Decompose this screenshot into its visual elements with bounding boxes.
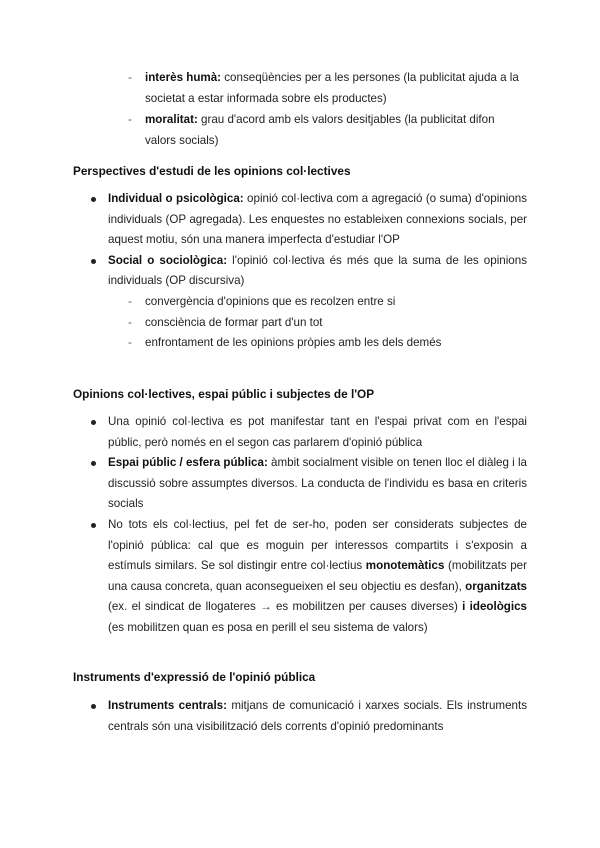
term-monotematics: monotemàtics: [365, 559, 445, 573]
dash-icon: -: [128, 315, 132, 329]
list-item: [90, 453, 527, 515]
term-ideologics: i ideològics: [462, 600, 527, 614]
bullet-icon: [91, 420, 96, 425]
continued-dash-list: [128, 68, 528, 151]
item-term: Social o sociològica:: [108, 253, 228, 267]
item-term: Espai públic / esfera pública:: [108, 456, 268, 470]
item-text: àmbit socialment visible on tenen lloc el diàleg i la discussió sobre assumptes diversos. La conducta de l'individu es basa en criteris socials: [108, 456, 527, 511]
section-heading: Instruments d'expressió de l'opinió pública: [73, 670, 316, 684]
sub-list-item: - consciència de formar part d'un tot: [128, 313, 527, 334]
item-text: l'opinió col·lectiva és més que la suma de les opinions individuals (OP discursiva): [108, 253, 527, 288]
list-item: [128, 110, 528, 151]
list-item: [128, 68, 528, 109]
dash-icon: -: [128, 294, 132, 308]
item-text: opinió col·lectiva com a agregació (o suma) d'opinions individuals (OP agregada). Les enquestes no estableixen connexions socials, per aquest motiu, són una manera imperfecta d'estudiar l'OP: [108, 192, 527, 247]
item-term: interès humà:: [145, 71, 222, 84]
item-text: Una opinió col·lectiva es pot manifestar tant en l'espai privat com en l'espai públic, però només en el segon cas parlarem d'opinió pública: [108, 415, 527, 449]
bullet-icon: [91, 461, 96, 466]
bullet-icon: [91, 704, 96, 709]
bullet-icon: [91, 197, 96, 202]
item-text: mitjans de comunicació i xarxes socials. Els instruments centrals són una visibilització dels corrents d'opinió predominants: [108, 699, 527, 733]
bullet-list: [90, 696, 527, 737]
dash-icon: -: [128, 113, 132, 127]
section-heading: Opinions col·lectives, espai públic i subjectes de l'OP: [73, 387, 375, 401]
item-text: conseqüències per a les persones (la publicitat ajuda a la societat a estar informada sobre els productes): [145, 71, 519, 105]
sub-list-item: - enfrontament de les opinions pròpies amb les dels demés: [128, 333, 527, 354]
dash-icon: -: [128, 336, 132, 350]
item-term: Individual o psicològica:: [108, 192, 244, 205]
bullet-icon: [91, 259, 96, 264]
bullet-icon: [91, 523, 96, 528]
dash-icon: -: [128, 71, 132, 84]
list-item: [90, 251, 527, 354]
list-item: [90, 412, 527, 453]
list-item: [90, 189, 527, 251]
item-term: moralitat:: [145, 113, 198, 127]
term-organitzats: organitzats: [465, 579, 527, 593]
list-item: [90, 696, 527, 737]
item-term: Instruments centrals:: [108, 699, 227, 712]
sub-list-item: - convergència d'opinions que es recolzen entre si: [128, 292, 527, 313]
list-item: No tots els col·lectius, pel fet de ser-ho, poden ser considerats subjectes de l'opinió pública: cal que es moguin per interessos compartits i s'exposin a estímuls similars. Se sol distingir entre col·lectius monotemàtics (mobilitzats per una causa concreta, quan aconsegueixen el seu objectiu es desfan), organitzats (ex. el sindicat de llogateres → es mobilitzen per causes diverses) i ideològics (es mobilitzen quan es posa en perill el seu sistema de valors): [90, 515, 527, 639]
bullet-list: [90, 412, 527, 639]
bullet-list: [90, 189, 527, 354]
sub-list: [128, 292, 527, 354]
section-heading: Perspectives d'estudi de les opinions col·lectives: [73, 164, 351, 178]
item-text: grau d'acord amb els valors desitjables (la publicitat difon valors socials): [145, 113, 495, 147]
